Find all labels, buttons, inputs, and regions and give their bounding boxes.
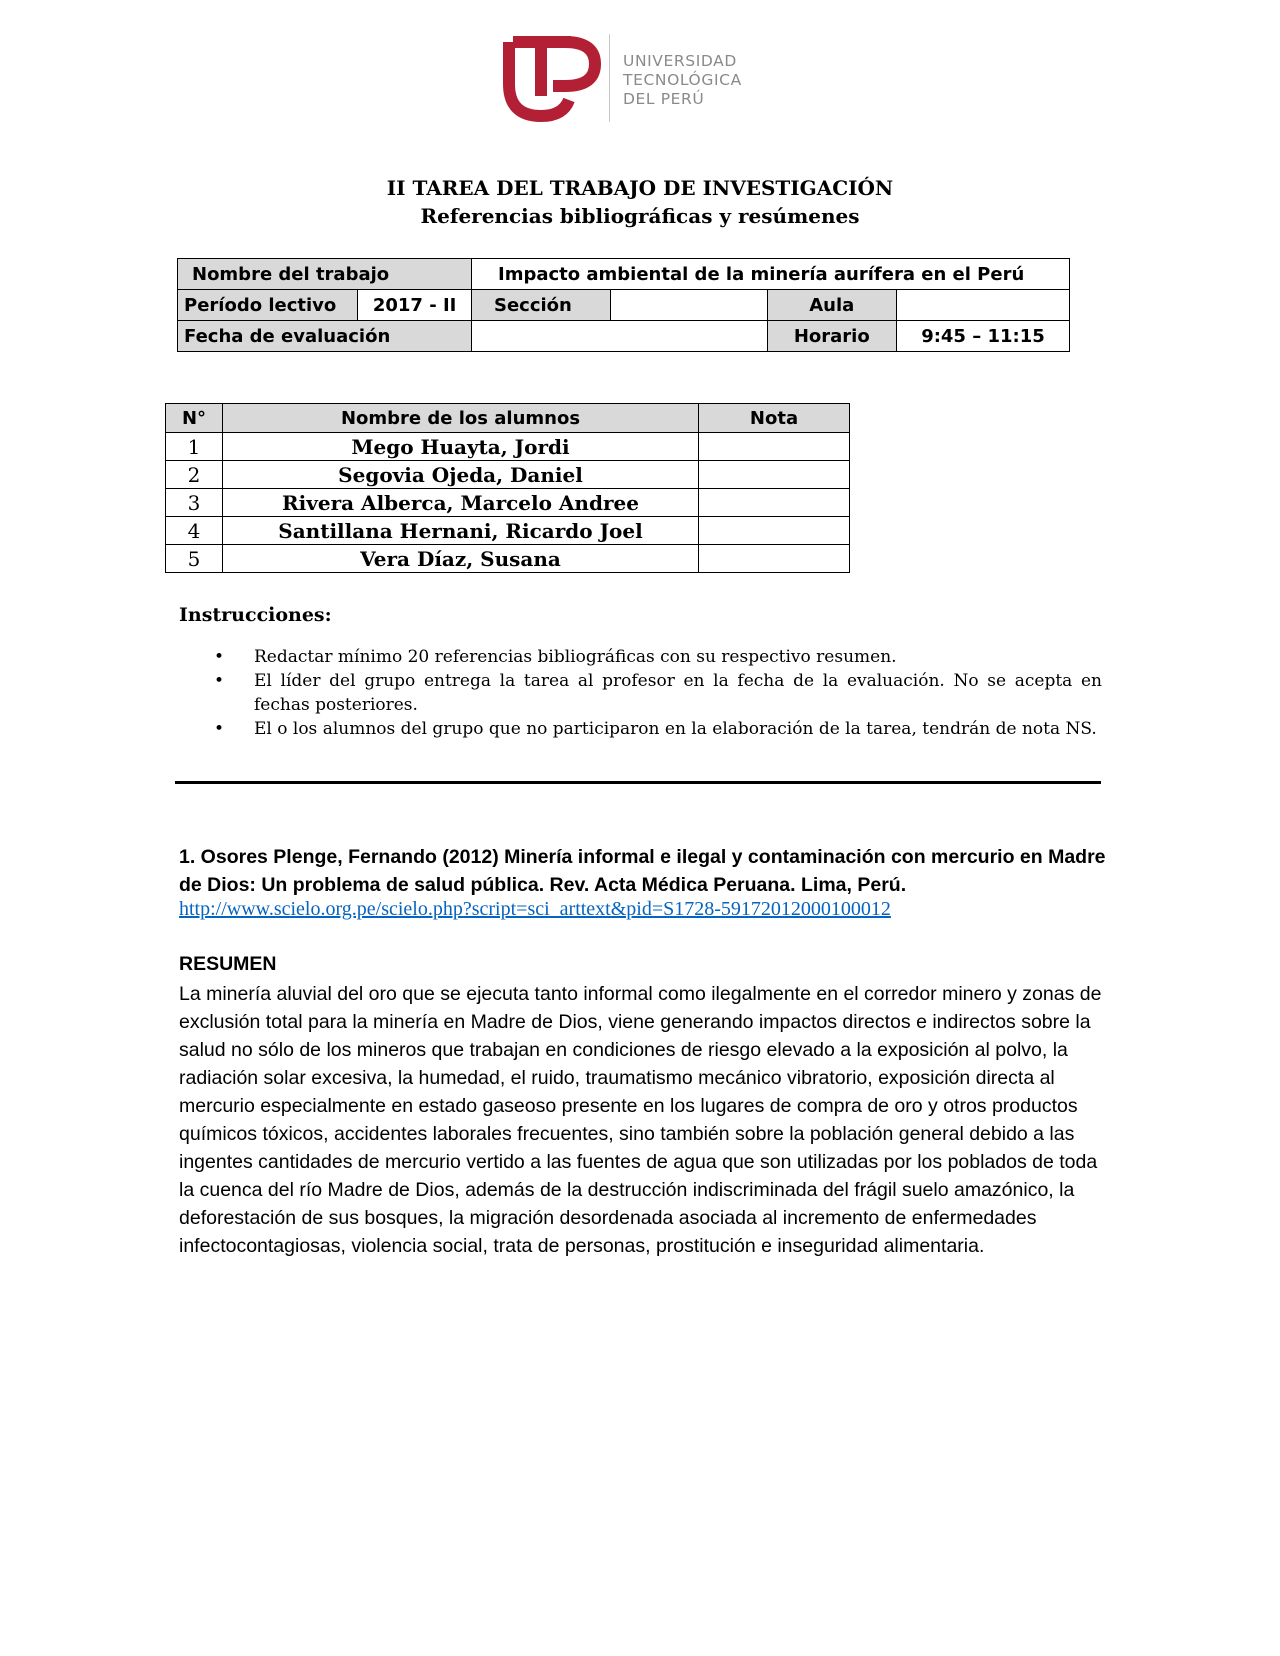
list-item [214, 669, 1102, 717]
summary-text: La minería aluvial del oro que se ejecuta tanto informal como ilegalmente en el corredor minero y zonas de exclusión total para la minería en Madre de Dios, viene generando impactos directos e indirectos sobre la salud no sólo de los mineros que trabajan en condiciones de riesgo elevado a la exposición al polvo, la radiación solar excesiva, la humedad, el ruido, traumatismo mecánico vibratorio, exposición directa al mercurio especialmente en estado gaseoso presente en los lugares de compra de oro y otros productos químicos tóxicos, accidentes laborales frecuentes, sino también sobre la población general debido a las ingentes cantidades de mercurio vertido a las fuentes de agua que son utilizadas por los poblados de toda la cuenca del río Madre de Dios, además de la destrucción indiscriminada del frágil suelo amazónico, la deforestación de sus bosques, la migración desordenada asociada al incremento de enfermedades infectocontagiosas, violencia social, trata de personas, prostitución e inseguridad alimentaria. [179, 983, 1102, 1257]
student-number: 5 [166, 545, 223, 573]
table-row [166, 489, 850, 517]
logo-divider [609, 34, 610, 122]
list-item [214, 717, 1102, 741]
label-seccion: Sección [472, 290, 611, 321]
value-seccion [611, 290, 768, 321]
logo-line: UNIVERSIDAD [623, 52, 737, 70]
bullet-icon: • [214, 671, 225, 691]
instructions-list [214, 645, 1102, 741]
bullet-icon: • [214, 647, 225, 667]
info-row [178, 321, 1070, 352]
reference-link[interactable]: http://www.scielo.org.pe/scielo.php?script=sci_arttext&pid=S1728-59172012000100012 [179, 898, 891, 920]
horizontal-divider [175, 781, 1101, 784]
students-header-row [166, 404, 850, 433]
value-aula [897, 290, 1070, 321]
label-fecha: Fecha de evaluación [178, 321, 472, 352]
instruction-text: El o los alumnos del grupo que no participaron en la elaboración de la tarea, tendrán de nota NS. [254, 719, 1097, 739]
value-periodo: 2017 - II [358, 290, 472, 321]
student-name: Mego Huayta, Jordi [223, 433, 699, 461]
value-fecha [472, 321, 768, 352]
logo-line: DEL PERÚ [623, 90, 705, 108]
info-row [178, 259, 1070, 290]
student-grade [699, 489, 850, 517]
university-logo [503, 34, 763, 130]
student-name: Segovia Ojeda, Daniel [223, 461, 699, 489]
logo-line: TECNOLÓGICA [623, 71, 742, 89]
logo-p-bowl [553, 42, 595, 86]
document-subtitle: Referencias bibliográficas y resúmenes [420, 204, 860, 228]
header-grade: Nota [699, 404, 850, 433]
value-nombre: Impacto ambiental de la minería aurífera en el Perú [472, 259, 1070, 290]
label-periodo: Período lectivo [178, 290, 358, 321]
label-nombre: Nombre del trabajo [178, 259, 472, 290]
logo-t-stem [535, 36, 547, 96]
reference-citation: 1. Osores Plenge, Fernando (2012) Minería informal e ilegal y contaminación con mercurio en Madre de Dios: Un problema de salud pública. Rev. Acta Médica Peruana. Lima, Perú. [179, 846, 1106, 896]
header-names: Nombre de los alumnos [223, 404, 699, 433]
table-row [166, 517, 850, 545]
student-number: 1 [166, 433, 223, 461]
student-number: 4 [166, 517, 223, 545]
summary-heading: RESUMEN [179, 953, 277, 975]
table-row [166, 433, 850, 461]
list-item [214, 645, 1102, 669]
student-grade [699, 433, 850, 461]
student-name: Santillana Hernani, Ricardo Joel [223, 517, 699, 545]
student-number: 3 [166, 489, 223, 517]
student-number: 2 [166, 461, 223, 489]
instruction-text: Redactar mínimo 20 referencias bibliográficas con su respectivo resumen. [254, 647, 897, 667]
logo-wordmark [623, 52, 742, 109]
bullet-icon: • [214, 719, 225, 739]
label-aula: Aula [767, 290, 896, 321]
label-horario: Horario [767, 321, 896, 352]
assignment-info-table [177, 258, 1070, 352]
header-number: N° [166, 404, 223, 433]
value-horario: 9:45 – 11:15 [897, 321, 1070, 352]
instructions-heading: Instrucciones: [179, 604, 332, 626]
students-table [165, 403, 850, 573]
student-grade [699, 517, 850, 545]
table-row [166, 545, 850, 573]
document-title: II TAREA DEL TRABAJO DE INVESTIGACIÓN [386, 176, 894, 200]
table-row [166, 461, 850, 489]
info-row [178, 290, 1070, 321]
student-name: Rivera Alberca, Marcelo Andree [223, 489, 699, 517]
student-name: Vera Díaz, Susana [223, 545, 699, 573]
instruction-text: El líder del grupo entrega la tarea al profesor en la fecha de la evaluación. No se acepta en fechas posteriores. [254, 671, 1102, 715]
utp-logo-icon [503, 34, 603, 126]
student-grade [699, 461, 850, 489]
student-grade [699, 545, 850, 573]
